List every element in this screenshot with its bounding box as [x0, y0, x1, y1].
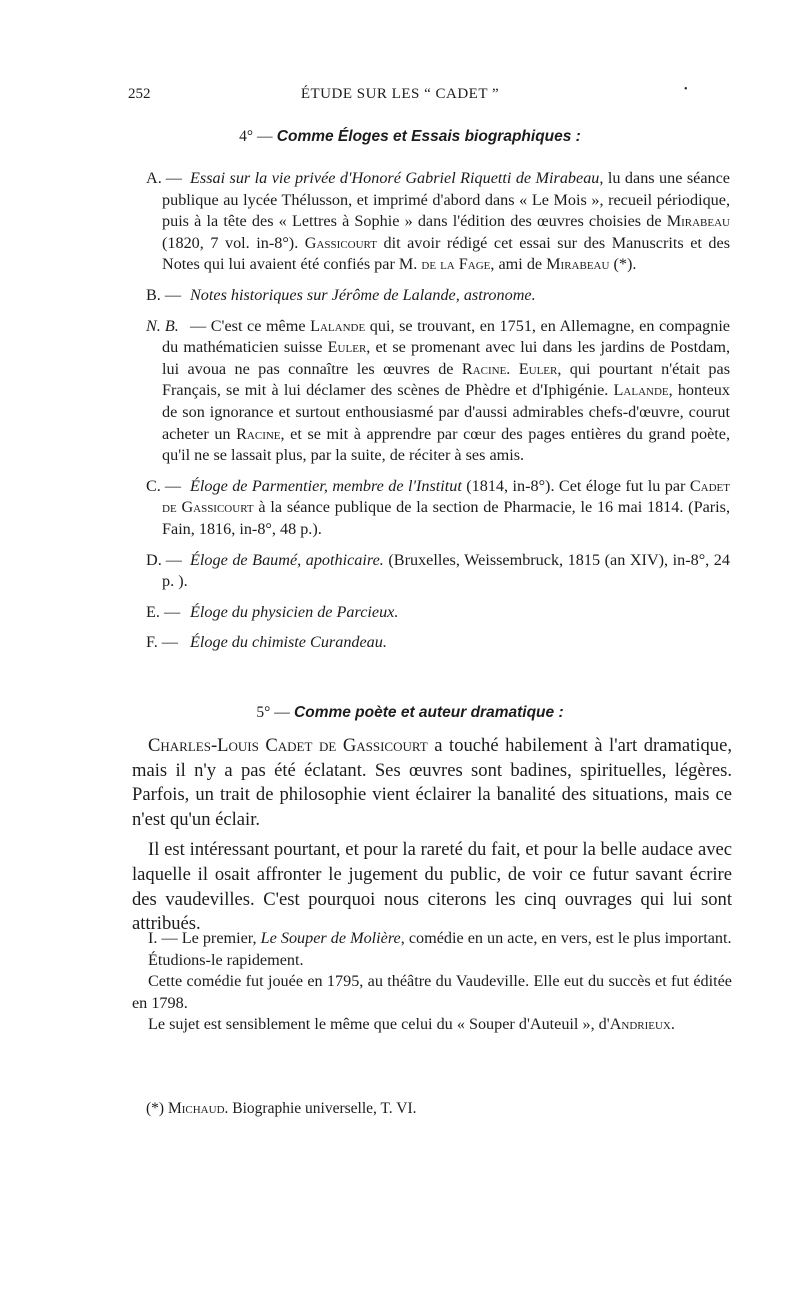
entry-a-name: de la Fage — [421, 255, 491, 274]
entry-c-text: (1814, in-8°). Cet éloge fut lu par — [461, 476, 690, 495]
entry-a-title: Essai sur la vie privée d'Honoré Gabriel Riquetti de Mirabeau, — [190, 169, 604, 187]
play-title: Le Souper de Molière — [260, 929, 401, 947]
entry-a-label: A. — — [146, 169, 182, 187]
author-name: Andrieux — [609, 1015, 671, 1034]
entry-nb-text: — C'est ce même — [190, 316, 311, 335]
entry-nb-label: N. B. — [146, 316, 179, 335]
entry-c — [146, 476, 730, 541]
section-5-paragraph-1 — [132, 734, 732, 832]
entry-f-title: Éloge du chimiste Curandeau. — [190, 633, 387, 652]
entry-nb-text: . — [506, 359, 519, 378]
entry-nb-name: Euler — [518, 359, 558, 378]
section-4-title: Comme Éloges et Essais biographiques : — [276, 128, 581, 145]
entry-nb-name: Euler — [327, 338, 367, 357]
entry-nb-text: , qui pourtant n'était pas Français, se mit à lui déclamer des scènes de Phèdre et d'Iphigénie. — [162, 359, 730, 400]
list-item-text: Le premier, — [177, 929, 261, 947]
entry-nb-name: Racine — [236, 424, 281, 443]
entry-c-name: Cadet de Gassicourt — [162, 476, 730, 517]
entry-d-title: Éloge de Baumé, apothicaire. — [190, 550, 384, 569]
list-item-label: I. — — [148, 929, 178, 947]
entry-b-title: Notes historiques sur Jérôme de Lalande, astronome. — [190, 285, 536, 304]
entry-c-label: C. — — [146, 476, 182, 495]
section-4-entries — [146, 168, 730, 663]
entry-d — [146, 550, 730, 593]
running-head — [0, 86, 800, 106]
entry-a — [146, 168, 730, 276]
entry-e — [146, 602, 730, 624]
entry-a-text: (*). — [609, 255, 637, 274]
list-line-text: . — [670, 1015, 675, 1034]
entry-c-title: Éloge de Parmentier, membre de l'Institut — [190, 476, 462, 495]
entry-nb-name: Lalande — [613, 381, 669, 400]
entry-d-text: (Bruxelles, Weissembruck, 1815 (an XIV), in-8°, 24 p. ). — [162, 550, 730, 591]
entry-a-text: (1820, 7 vol. in-8°). — [162, 233, 305, 252]
running-title: ÉTUDE SUR LES “ CADET ” — [300, 86, 500, 102]
footnote-marker: (*) — [146, 1100, 165, 1117]
entry-f — [146, 632, 730, 654]
entry-b-label: B. — — [146, 285, 182, 304]
entry-b — [146, 285, 730, 307]
list-line-3: Cette comédie fut jouée en 1795, au théâtre du Vaudeville. Elle eut du succès et fut éditée en 1798. — [132, 972, 732, 1012]
entry-nb-text: qui, se trouvant, en 1751, en Allemagne, en compagnie du mathématicien suisse — [162, 316, 730, 357]
section-5-number: 5° — — [256, 704, 290, 721]
list-item-1 — [132, 928, 732, 950]
entry-nb-text: , honteux de son ignorance et surtout enthousiasmé par d'aussi admirables chefs-d'œuvre, courut acheter un — [162, 381, 730, 443]
section-5-body — [132, 734, 732, 937]
list-line-2: Étudions-le rapidement. — [148, 950, 304, 969]
section-5-title: Comme poète et auteur dramatique : — [294, 704, 564, 721]
entry-a-name: Gassicourt — [304, 233, 377, 252]
entry-c-text: à la séance publique de la section de Pharmacie, le 16 mai 1814. (Paris, Fain, 1816, in-8°, 48 p.). — [162, 498, 730, 538]
entry-nb-text: , et se promenant avec lui dans les jardins de Postdam, lui avoua ne pas connaître les œuvres de — [162, 338, 730, 378]
footnote-text: . Biographie universelle, T. VI. — [224, 1100, 417, 1117]
entry-e-label: E. — — [146, 602, 181, 621]
footnote-author: Michaud — [167, 1100, 225, 1117]
entry-nb — [146, 316, 730, 467]
print-speck: • — [684, 84, 688, 95]
entry-a-text: lu dans une séance publique au lycée Thélusson, et imprimé d'abord dans « Le Mois », recueil périodique, puis à la tête des « Lettres à Sophie » dans l'édition des œuvres choisies de — [162, 169, 730, 231]
entry-a-text: , ami de — [490, 255, 547, 274]
entry-nb-name: Lalande — [310, 316, 366, 335]
section-4-number: 4° — — [239, 128, 273, 145]
entry-e-title: Éloge du physicien de Parcieux. — [190, 602, 399, 621]
entry-a-name: Mirabeau — [546, 255, 610, 274]
section-5-paragraph-2: Il est intéressant pourtant, et pour la rareté du fait, et pour la belle audace avec laquelle il osait affronter le jugement du public, de voir ce futur savant écrire des vaudevilles. C'est pourquoi nous citerons les cinq ouvrages qui lui sont attribués. — [132, 839, 732, 935]
entry-nb-name: Racine — [461, 359, 507, 378]
section-4-heading — [130, 128, 690, 146]
section-5-list — [132, 928, 732, 1036]
list-line-text: Le sujet est sensiblement le même que celui du « Souper d'Auteuil », d' — [148, 1015, 610, 1034]
footnote — [146, 1100, 417, 1118]
author-name: Charles-Louis Cadet de Gassicourt — [148, 735, 428, 756]
list-item-text: , comédie en un acte, en vers, est le plus important. — [400, 929, 732, 947]
entry-a-text: dit avoir rédigé cet essai sur des Manuscrits et des Notes qui lui avaient été confiés par M. — [162, 233, 731, 274]
entry-d-label: D. — — [146, 550, 182, 569]
page-number: 252 — [128, 86, 151, 102]
section-5-heading — [130, 704, 690, 722]
entry-f-label: F. — — [146, 633, 178, 652]
entry-a-name: Mirabeau — [666, 212, 730, 231]
entry-nb-text: , et se mit à apprendre par cœur des pages entières du grand poète, qu'il ne se lassait plus, par la suite, de réciter à ses amis. — [162, 424, 730, 465]
list-line-4 — [132, 1014, 732, 1036]
paragraph-text: a touché habilement à l'art dramatique, mais il n'y a pas été éclatant. Ses œuvres sont badines, spirituelles, légères. Parfois, un trait de philosophie vient éclairer la banalité des situations, mais ce n'est qu'un éclair. — [132, 735, 732, 830]
